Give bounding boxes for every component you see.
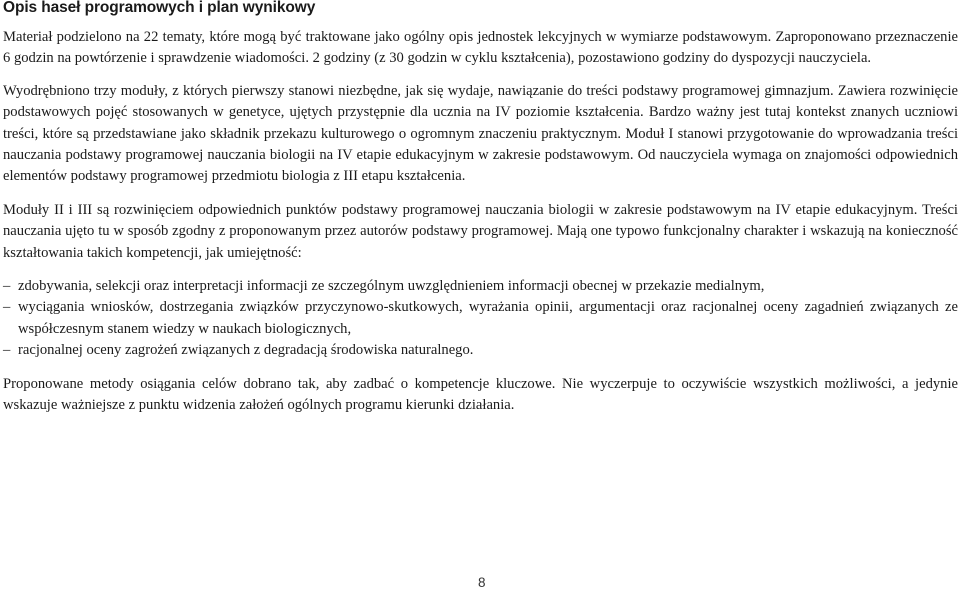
list-item-text: zdobywania, selekcji oraz interpretacji informacji ze szczególnym uwzględnieniem informacji obecnej w przekazie medialnym, bbox=[18, 278, 765, 295]
paragraph-modules: Wyodrębniono trzy moduły, z których pierwszy stanowi niezbędne, jak się wydaje, nawiązanie do treści podstawy programowej gimnazjum. Zawiera rozwinięcie podstawowych pojęć stosowanych w genetyce, ujętych przystępnie dla ucznia na IV poziomie kształcenia. Bardzo ważny jest tutaj kontekst znanych uczniowi treści, które są przedstawiane jako składnik przekazu kulturowego o ogromnym znaczeniu praktycznym. Moduł I stanowi przygotowanie do wprowadzania treści nauczania podstawy programowej nauczania biologii na IV etapie edukacyjnym w zakresie podstawowym. Od nauczyciela wymaga on znajomości odpowiednich elementów podstawy programowej przedmiotu biologia z III etapu kształcenia. bbox=[3, 82, 958, 185]
list-item-text: racjonalnej oceny zagrożeń związanych z degradacją środowiska naturalnego. bbox=[18, 342, 474, 359]
dash-marker: – bbox=[3, 342, 11, 359]
list-item bbox=[3, 276, 958, 297]
paragraph-methods: Proponowane metody osiągania celów dobrano tak, aby zadbać o kompetencje kluczowe. Nie wyczerpuje to oczywiście wszystkich możliwości, a jedynie wskazuje ważniejsze z punktu widzenia założeń ogólnych programu kierunki działania. bbox=[3, 375, 958, 414]
paragraph-intro: Materiał podzielono na 22 tematy, które mogą być traktowane jako ogólny opis jednostek lekcyjnych w wymiarze podstawowym. Zaproponowano przeznaczenie 6 godzin na powtórzenie i sprawdzenie wiadomości. 2 godziny (z 30 godzin w cyklu kształcenia), pozostawiono godziny do dyspozycji nauczyciela. bbox=[3, 29, 958, 67]
section-heading: Opis haseł programowych i plan wynikowy bbox=[3, 0, 316, 16]
paragraph-modules-2-3: Moduły II i III są rozwinięciem odpowiednich punktów podstawy programowej nauczania biologii w zakresie podstawowym na IV etapie edukacyjnym. Treści nauczania ujęto tu w sposób zgodny z proponowanym przez autorów podstawy programowej. Mają one typowo funkcjonalny charakter i wskazują na konieczność kształtowania takich kompetencji, jak umiejętność: bbox=[3, 201, 958, 261]
page-number: 8 bbox=[478, 575, 486, 590]
list-item bbox=[3, 297, 958, 340]
document-body bbox=[3, 27, 958, 417]
list-item bbox=[3, 340, 958, 361]
dash-marker: – bbox=[3, 278, 11, 295]
list-item-text: wyciągania wniosków, dostrzegania związków przyczynowo-skutkowych, wyrażania opinii, argumentacji oraz racjonalnej oceny zagadnień związanych ze współczesnym stanem wiedzy w naukach biologicznych, bbox=[18, 299, 958, 337]
dash-marker: – bbox=[3, 299, 11, 316]
competence-list bbox=[3, 276, 958, 362]
